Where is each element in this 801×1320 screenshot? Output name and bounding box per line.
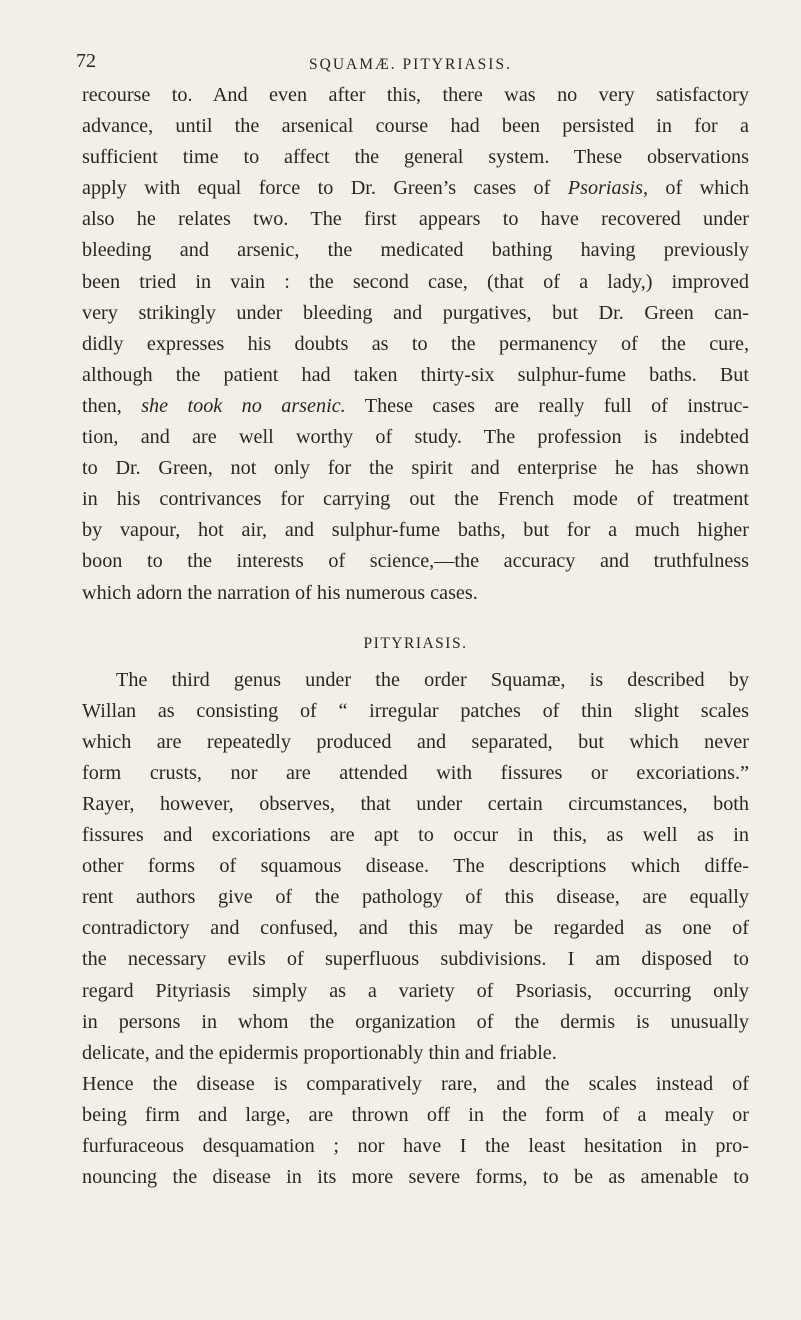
paragraph-pityriasis	[82, 665, 749, 1194]
paragraph-continued	[82, 80, 749, 609]
text-line: rent authors give of the pathology of this disease, are equally	[82, 886, 749, 909]
text-line: tion, and are well worthy of study. The profession is indebted	[82, 426, 749, 449]
section-heading: PITYRIASIS.	[363, 634, 468, 652]
text-line: also he relates two. The first appears to have recovered under	[82, 208, 749, 231]
text-line: Hence the disease is comparatively rare, and the scales instead of	[82, 1072, 749, 1095]
text-line: recourse to. And even after this, there was no very satisfactory	[82, 84, 749, 106]
text-line: The third genus under the order Squamæ, is described by	[116, 668, 749, 691]
text-line: bleeding and arsenic, the medicated bathing having previously	[82, 239, 749, 262]
text-line: in persons in whom the organization of the dermis is unusually	[82, 1010, 749, 1033]
text-line: form crusts, nor are attended with fissures or excoriations.”	[82, 761, 749, 784]
body-text	[82, 80, 749, 1193]
text-line: very strikingly under bleeding and purgatives, but Dr. Green can-	[82, 301, 749, 324]
text-line: furfuraceous desquamation ; nor have I the least hesitation in pro-	[82, 1135, 749, 1157]
text-line: advance, until the arsenical course had been persisted in for a	[82, 115, 749, 138]
text-line: regard Pityriasis simply as a variety of Psoriasis, occurring only	[82, 979, 749, 1002]
text-line: fissures and excoriations are apt to occur in this, as well as in	[82, 824, 749, 847]
text-line: nouncing the disease in its more severe forms, to be as amenable to	[82, 1166, 749, 1189]
text-line: by vapour, hot air, and sulphur-fume baths, but for a much higher	[82, 519, 749, 542]
text-line: boon to the interests of science,—the accuracy and truthfulness	[82, 550, 749, 573]
text-line: delicate, and the epidermis proportionably thin and friable.	[82, 1041, 557, 1064]
text-line: didly expresses his doubts as to the permanency of the cure,	[82, 332, 749, 355]
text-line: other forms of squamous disease. The descriptions which diffe-	[82, 855, 749, 878]
text-line: being firm and large, are thrown off in the form of a mealy or	[82, 1103, 749, 1126]
page-number: 72	[76, 50, 96, 72]
text-line: been tried in vain : the second case, (that of a lady,) improved	[82, 270, 749, 293]
italic-term: Psoriasis,	[567, 177, 649, 200]
text-line: sufficient time to affect the general system. These observations	[82, 146, 749, 169]
text-line: in his contrivances for carrying out the French mode of treatment	[82, 488, 749, 511]
text-line	[82, 173, 749, 204]
text-line	[82, 391, 749, 422]
running-head: SQUAMÆ. PITYRIASIS.	[309, 56, 512, 73]
text-line: Willan as consisting of “ irregular patches of thin slight scales	[82, 699, 749, 722]
text-line: contradictory and confused, and this may be regarded as one of	[82, 917, 749, 940]
text-line: which are repeatedly produced and separated, but which never	[82, 730, 749, 753]
text-line: to Dr. Green, not only for the spirit and enterprise he has shown	[82, 457, 749, 480]
text-segment: These cases are really full of instruc-	[345, 394, 749, 417]
text-line: Rayer, however, observes, that under certain circumstances, both	[82, 792, 749, 815]
text-line: which adorn the narration of his numerous cases.	[82, 581, 478, 604]
text-segment: apply with equal force to Dr. Green’s cases of	[82, 177, 568, 200]
text-segment: of which	[648, 177, 749, 200]
text-line: the necessary evils of superfluous subdivisions. I am disposed to	[82, 948, 749, 971]
text-segment: then,	[82, 394, 142, 417]
italic-phrase: she took no arsenic.	[141, 394, 346, 417]
text-line: although the patient had taken thirty-six sulphur-fume baths. But	[82, 363, 749, 386]
